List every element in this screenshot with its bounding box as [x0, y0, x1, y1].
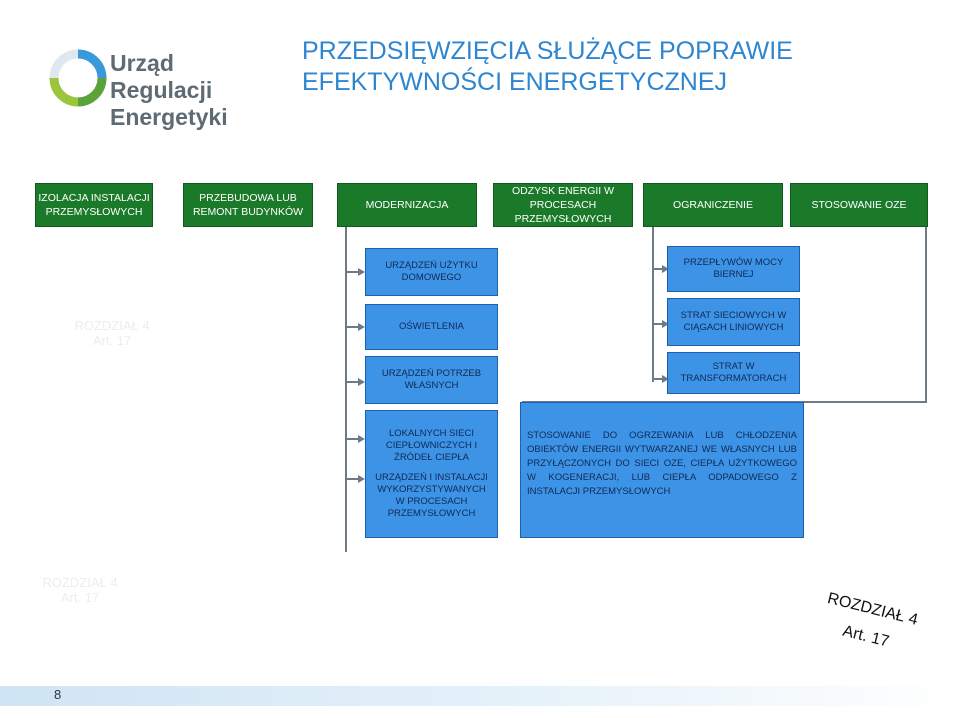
category-ograniczenie[interactable]: OGRANICZENIE	[643, 183, 783, 227]
category-izolacja[interactable]: IZOLACJA INSTALACJI PRZEMYSŁOWYCH	[35, 183, 153, 227]
modernizacja-connector	[345, 227, 347, 552]
oze-description: STOSOWANIE DO OGRZEWANIA LUB CHŁODZENIA OBIEKTÓW ENERGII WYTWARZANEJ WE WŁASNYCH LUB PRZYŁĄCZONYCH DO SIECI OZE, CIEPŁA UŻYTKOWEGO W KOGENERACJI, LUB CIEPŁA ODPADOWEGO Z INSTALACJI PRZEMYSŁOWYCH	[527, 430, 797, 497]
arrow-icon	[358, 268, 365, 276]
logo-text-line2: Energetyki	[110, 104, 228, 130]
arrow-icon	[358, 475, 365, 483]
modernizacja-item-oswietlenie[interactable]: OŚWIETLENIA	[365, 304, 498, 350]
modernizacja-item-potrzeby-wlasne[interactable]: URZĄDZEŃ POTRZEB WŁASNYCH	[365, 356, 498, 404]
category-przebudowa[interactable]: PRZEBUDOWA LUB REMONT BUDYNKÓW	[183, 183, 313, 227]
faint-rozdzial-label-bottom	[30, 575, 130, 605]
category-modernizacja[interactable]: MODERNIZACJA	[337, 183, 477, 227]
page-number: 8	[54, 687, 62, 702]
category-oze[interactable]: STOSOWANIE OZE	[790, 183, 928, 227]
faint-rozdzial-line1: ROZDZIAŁ 4	[74, 318, 150, 333]
oze-connector	[925, 227, 927, 403]
faint-rozdzial-line2: Art. 17	[60, 590, 100, 605]
faint-rozdzial-line2: Art. 17	[92, 333, 132, 348]
modernizacja-item-instalacje[interactable]: URZĄDZEŃ I INSTALACJI WYKORZYSTYWANYCH W PROCESACH PRZEMYSŁOWYCH	[375, 472, 488, 519]
arrow-icon	[358, 323, 365, 331]
page-title: PRZEDSIĘWZIĘCIA SŁUŻĄCE POPRAWIE EFEKTYWNOŚCI ENERGETYCZNEJ	[302, 37, 793, 96]
ograniczenie-item-transformatory[interactable]: STRAT W TRANSFORMATORACH	[667, 352, 800, 394]
ograniczenie-item-moc-bierna[interactable]: PRZEPŁYWÓW MOCY BIERNEJ	[667, 246, 800, 292]
rozdzial-label	[772, 576, 959, 704]
faint-rozdzial-line1: ROZDZIAŁ 4	[42, 575, 118, 590]
ograniczenie-connector	[652, 227, 654, 382]
modernizacja-item-sieci[interactable]: LOKALNYCH SIECI CIEPŁOWNICZYCH I ŹRÓDEŁ CIEPŁA	[385, 428, 478, 463]
arrow-icon	[358, 435, 365, 443]
modernizacja-item-group	[365, 410, 498, 538]
footer-bar	[0, 686, 960, 706]
faint-rozdzial-label-mid	[62, 318, 162, 348]
rozdzial-line1: ROZDZIAŁ 4	[825, 590, 920, 629]
logo-text	[110, 50, 280, 131]
arrow-icon	[358, 378, 365, 386]
rozdzial-line2: Art. 17	[840, 622, 891, 651]
ograniczenie-item-straty-sieciowe[interactable]: STRAT SIECIOWYCH W CIĄGACH LINIOWYCH	[667, 298, 800, 346]
logo-text-line1: Urząd Regulacji	[110, 50, 213, 103]
oze-description-box[interactable]	[520, 402, 804, 538]
category-odzysk[interactable]: ODZYSK ENERGII W PROCESACH PRZEMYSŁOWYCH	[493, 183, 633, 227]
modernizacja-item-domowe[interactable]: URZĄDZEŃ UŻYTKU DOMOWEGO	[365, 248, 498, 296]
ure-logo-icon	[48, 48, 108, 108]
